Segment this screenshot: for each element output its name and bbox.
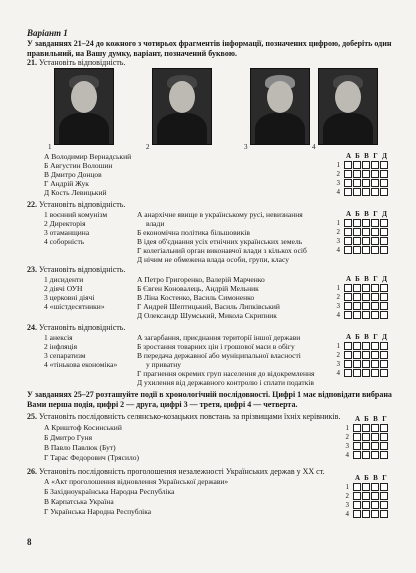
grid-row-number: 4 bbox=[345, 510, 349, 518]
answer-cell[interactable] bbox=[353, 188, 361, 196]
answer-cell[interactable] bbox=[353, 170, 361, 178]
answer-cell[interactable] bbox=[353, 483, 361, 491]
answer-cell[interactable] bbox=[380, 424, 388, 432]
grid-column-letter: Б bbox=[355, 333, 360, 341]
answer-cell[interactable] bbox=[344, 293, 352, 301]
grid-row-number: 2 bbox=[336, 351, 340, 359]
page-number: 8 bbox=[27, 537, 32, 547]
answer-cell[interactable] bbox=[344, 351, 352, 359]
answer-cell[interactable] bbox=[344, 342, 352, 350]
answer-grid-26 bbox=[343, 474, 395, 520]
grid-column-letter: Д bbox=[382, 333, 387, 341]
answer-cell[interactable] bbox=[362, 237, 370, 245]
answer-cell[interactable] bbox=[344, 188, 352, 196]
q23-left-item: 1 дисиденти bbox=[44, 275, 84, 284]
answer-cell[interactable] bbox=[380, 246, 388, 254]
answer-cell[interactable] bbox=[380, 237, 388, 245]
answer-cell[interactable] bbox=[362, 170, 370, 178]
grid-column-letter: В bbox=[373, 415, 378, 423]
q23-right-item: В Ліна Костенко, Василь Симоненко bbox=[137, 293, 255, 302]
grid-row-number: 2 bbox=[345, 433, 349, 441]
answer-cell[interactable] bbox=[362, 510, 370, 518]
answer-cell[interactable] bbox=[353, 442, 361, 450]
photo-number-3: 3 bbox=[244, 143, 248, 151]
grid-row-number: 4 bbox=[345, 451, 349, 459]
grid-row-number: 1 bbox=[336, 161, 340, 169]
answer-cell[interactable] bbox=[344, 237, 352, 245]
answer-cell[interactable] bbox=[371, 293, 379, 301]
grid-row-number: 2 bbox=[336, 228, 340, 236]
answer-cell[interactable] bbox=[371, 237, 379, 245]
grid-row-number: 2 bbox=[345, 492, 349, 500]
q25-option: В Павло Павлюк (Бут) bbox=[44, 443, 116, 452]
answer-cell[interactable] bbox=[353, 302, 361, 310]
q22-left-item: 3 отаманщина bbox=[44, 228, 90, 237]
grid-column-letter: А bbox=[354, 474, 361, 482]
q23-right-item: Г Андрей Шептицький, Василь Липківський bbox=[137, 302, 280, 311]
answer-cell[interactable] bbox=[362, 161, 370, 169]
grid-column-letter: Б bbox=[364, 415, 369, 423]
answer-cell[interactable] bbox=[362, 284, 370, 292]
answer-cell[interactable] bbox=[380, 284, 388, 292]
q22-right-item: Б економічна політика більшовиків bbox=[137, 228, 250, 237]
grid-column-letter: Д bbox=[382, 275, 387, 283]
grid-column-letter: Д bbox=[382, 210, 387, 218]
q22-left-item: 2 Директорія bbox=[44, 219, 86, 228]
answer-cell[interactable] bbox=[362, 501, 370, 509]
grid-column-letter: В bbox=[364, 333, 369, 341]
grid-column-letter: Д bbox=[382, 152, 387, 160]
q21-option: Б Августин Волошин bbox=[44, 161, 113, 170]
answer-cell[interactable] bbox=[380, 483, 388, 491]
answer-cell[interactable] bbox=[353, 424, 361, 432]
grid-column-letter: А bbox=[345, 152, 352, 160]
q22-left-item: 1 воєнний комунізм bbox=[44, 210, 108, 219]
grid-row-number: 4 bbox=[336, 188, 340, 196]
grid-column-letter: Б bbox=[355, 210, 360, 218]
answer-cell[interactable] bbox=[362, 492, 370, 500]
answer-grid-23 bbox=[334, 275, 394, 321]
answer-cell[interactable] bbox=[353, 284, 361, 292]
answer-cell[interactable] bbox=[371, 228, 379, 236]
grid-row-number: 1 bbox=[345, 483, 349, 491]
answer-cell[interactable] bbox=[353, 311, 361, 319]
q24-left-item: 1 анексія bbox=[44, 333, 73, 342]
grid-row-number: 1 bbox=[336, 219, 340, 227]
q26-option: В Карпатська Україна bbox=[44, 497, 114, 506]
answer-cell[interactable] bbox=[362, 311, 370, 319]
question-21-title: 21. Установіть відповідність. bbox=[27, 58, 126, 67]
answer-cell[interactable] bbox=[371, 369, 379, 377]
answer-cell[interactable] bbox=[371, 179, 379, 187]
grid-row-number: 3 bbox=[336, 302, 340, 310]
grid-row-number: 3 bbox=[336, 179, 340, 187]
answer-cell[interactable] bbox=[353, 161, 361, 169]
answer-cell[interactable] bbox=[353, 510, 361, 518]
grid-row-number: 4 bbox=[336, 311, 340, 319]
answer-cell[interactable] bbox=[353, 342, 361, 350]
answer-cell[interactable] bbox=[362, 342, 370, 350]
answer-cell[interactable] bbox=[380, 311, 388, 319]
answer-cell[interactable] bbox=[353, 501, 361, 509]
portrait-photo-3 bbox=[250, 68, 310, 145]
answer-cell[interactable] bbox=[380, 433, 388, 441]
answer-cell[interactable] bbox=[380, 451, 388, 459]
answer-cell[interactable] bbox=[353, 360, 361, 368]
answer-grid-25 bbox=[343, 415, 395, 461]
q25-option: Г Тарас Федорович (Трясило) bbox=[44, 453, 139, 462]
answer-cell[interactable] bbox=[362, 188, 370, 196]
answer-cell[interactable] bbox=[344, 360, 352, 368]
section-intro-21-24: У завданнях 21–24 до кожного з чотирьох фрагментів інформації, позначених цифрою, доберіть один правильний, на Вашу думку, варіант, позначений буквою. bbox=[27, 39, 392, 58]
grid-row-number: 2 bbox=[336, 293, 340, 301]
answer-cell[interactable] bbox=[371, 170, 379, 178]
q22-right-item: Д нічим не обмежена влада особи, групи, класу bbox=[137, 255, 289, 264]
section-intro-25-27: У завданнях 25–27 розташуйте події в хронологічній послідовності. Цифрі 1 має відповідати вибрана Вами перша подія, цифрі 2 — друга, цифрі 3 — третя, цифрі 4 — четверта. bbox=[27, 390, 392, 409]
question-25-title: 25. Установіть послідовність селянсько-козацьких повстань за прізвищами їхніх керівників. bbox=[27, 412, 341, 421]
answer-cell[interactable] bbox=[344, 284, 352, 292]
answer-cell[interactable] bbox=[362, 351, 370, 359]
answer-cell[interactable] bbox=[344, 228, 352, 236]
grid-column-letter: Б bbox=[355, 275, 360, 283]
question-24-title: 24. Установіть відповідність. bbox=[27, 323, 126, 332]
q26-option: Б Західноукраїнська Народна Республіка bbox=[44, 487, 175, 496]
answer-cell[interactable] bbox=[353, 293, 361, 301]
grid-column-letter: А bbox=[345, 275, 352, 283]
answer-cell[interactable] bbox=[353, 451, 361, 459]
q26-option: Г Українська Народна Республіка bbox=[44, 507, 152, 516]
grid-column-letter: В bbox=[373, 474, 378, 482]
grid-column-letter: В bbox=[364, 275, 369, 283]
answer-cell[interactable] bbox=[371, 483, 379, 491]
answer-cell[interactable] bbox=[371, 501, 379, 509]
answer-cell[interactable] bbox=[371, 311, 379, 319]
q21-option: Г Андрій Жук bbox=[44, 179, 89, 188]
answer-cell[interactable] bbox=[371, 246, 379, 254]
answer-cell[interactable] bbox=[362, 451, 370, 459]
answer-cell[interactable] bbox=[353, 369, 361, 377]
answer-cell[interactable] bbox=[362, 424, 370, 432]
answer-cell[interactable] bbox=[353, 237, 361, 245]
answer-cell[interactable] bbox=[353, 246, 361, 254]
answer-cell[interactable] bbox=[371, 424, 379, 432]
q23-left-item: 4 «шістдесятники» bbox=[44, 302, 105, 311]
answer-cell[interactable] bbox=[362, 302, 370, 310]
q25-option: Б Дмитро Гуня bbox=[44, 433, 93, 442]
grid-column-letter: Б bbox=[355, 152, 360, 160]
answer-cell[interactable] bbox=[362, 179, 370, 187]
grid-column-letter: Г bbox=[382, 415, 387, 423]
answer-cell[interactable] bbox=[344, 369, 352, 377]
q24-left-item: 4 «тінькова економіка» bbox=[44, 360, 118, 369]
answer-cell[interactable] bbox=[362, 360, 370, 368]
answer-cell[interactable] bbox=[353, 228, 361, 236]
answer-cell[interactable] bbox=[380, 293, 388, 301]
q25-option: А Криштоф Косинський bbox=[44, 423, 122, 432]
answer-cell[interactable] bbox=[353, 492, 361, 500]
answer-grid-24 bbox=[334, 333, 394, 379]
q22-right-item: В ідея об'єднання усіх етнічних українських земель bbox=[137, 237, 303, 246]
answer-cell[interactable] bbox=[371, 433, 379, 441]
photo-number-2: 2 bbox=[146, 143, 150, 151]
answer-cell[interactable] bbox=[344, 161, 352, 169]
grid-column-letter: Б bbox=[364, 474, 369, 482]
q23-left-item: 2 діячі ОУН bbox=[44, 284, 83, 293]
q24-right-item: у приватну bbox=[146, 360, 182, 369]
answer-cell[interactable] bbox=[371, 219, 379, 227]
answer-cell[interactable] bbox=[380, 510, 388, 518]
grid-row-number: 3 bbox=[336, 237, 340, 245]
answer-cell[interactable] bbox=[353, 351, 361, 359]
portrait-photo-4 bbox=[318, 68, 378, 145]
answer-cell[interactable] bbox=[344, 246, 352, 254]
question-23-title: 23. Установіть відповідність. bbox=[27, 265, 126, 274]
grid-column-letter: А bbox=[345, 210, 352, 218]
answer-cell[interactable] bbox=[362, 228, 370, 236]
answer-cell[interactable] bbox=[380, 501, 388, 509]
question-26-title: 26. Установіть послідовність проголошення незалежності Українських держав у XX ст. bbox=[27, 467, 325, 476]
grid-row-number: 1 bbox=[336, 342, 340, 350]
answer-cell[interactable] bbox=[344, 219, 352, 227]
answer-cell[interactable] bbox=[353, 219, 361, 227]
q22-left-item: 4 соборність bbox=[44, 237, 85, 246]
grid-row-number: 3 bbox=[345, 442, 349, 450]
answer-cell[interactable] bbox=[371, 360, 379, 368]
grid-column-letter: В bbox=[364, 152, 369, 160]
portrait-photo-2 bbox=[152, 68, 212, 145]
q21-option: В Дмитро Донцов bbox=[44, 170, 102, 179]
answer-cell[interactable] bbox=[380, 442, 388, 450]
answer-cell[interactable] bbox=[344, 170, 352, 178]
photo-number-1: 1 bbox=[48, 143, 52, 151]
answer-cell[interactable] bbox=[353, 433, 361, 441]
answer-cell[interactable] bbox=[362, 433, 370, 441]
portrait-photo-1 bbox=[54, 68, 114, 145]
answer-cell[interactable] bbox=[380, 170, 388, 178]
grid-column-letter: Г bbox=[373, 275, 378, 283]
grid-column-letter: В bbox=[364, 210, 369, 218]
grid-column-letter: А bbox=[345, 333, 352, 341]
question-22-title: 22. Установіть відповідність. bbox=[27, 200, 126, 209]
q23-right-item: Б Євген Коновалець, Андрій Мельник bbox=[137, 284, 259, 293]
answer-cell[interactable] bbox=[371, 442, 379, 450]
grid-row-number: 4 bbox=[336, 246, 340, 254]
answer-cell[interactable] bbox=[380, 302, 388, 310]
answer-cell[interactable] bbox=[380, 188, 388, 196]
answer-cell[interactable] bbox=[380, 161, 388, 169]
answer-cell[interactable] bbox=[380, 228, 388, 236]
grid-row-number: 4 bbox=[336, 369, 340, 377]
answer-cell[interactable] bbox=[371, 161, 379, 169]
grid-row-number: 3 bbox=[336, 360, 340, 368]
grid-row-number: 1 bbox=[345, 424, 349, 432]
answer-cell[interactable] bbox=[380, 351, 388, 359]
answer-grid-21 bbox=[334, 152, 394, 198]
q24-left-item: 3 сепаратизм bbox=[44, 351, 86, 360]
grid-column-letter: А bbox=[354, 415, 361, 423]
q23-right-item: А Петро Григоренко, Валерій Марченко bbox=[137, 275, 265, 284]
photo-number-4: 4 bbox=[312, 143, 316, 151]
answer-cell[interactable] bbox=[344, 302, 352, 310]
answer-cell[interactable] bbox=[362, 246, 370, 254]
q22-right-item: Г колегіальний орган виконавчої влади з кількох осіб bbox=[137, 246, 307, 255]
answer-cell[interactable] bbox=[371, 302, 379, 310]
q21-option: Д Кость Левицький bbox=[44, 188, 107, 197]
answer-cell[interactable] bbox=[380, 360, 388, 368]
q26-option: А «Акт проголошення відновлення Української держави» bbox=[44, 477, 229, 486]
answer-cell[interactable] bbox=[371, 351, 379, 359]
q21-option: А Володимир Вернадський bbox=[44, 152, 132, 161]
answer-cell[interactable] bbox=[371, 342, 379, 350]
q24-left-item: 2 інфляція bbox=[44, 342, 78, 351]
answer-cell[interactable] bbox=[362, 369, 370, 377]
answer-cell[interactable] bbox=[371, 188, 379, 196]
grid-column-letter: Г bbox=[373, 152, 378, 160]
answer-cell[interactable] bbox=[344, 311, 352, 319]
grid-column-letter: Г bbox=[373, 210, 378, 218]
grid-row-number: 3 bbox=[345, 501, 349, 509]
answer-cell[interactable] bbox=[380, 219, 388, 227]
answer-cell[interactable] bbox=[371, 284, 379, 292]
q22-right-item: А анархічне явище в українському русі, невизнання bbox=[137, 210, 303, 219]
answer-cell[interactable] bbox=[353, 179, 361, 187]
q23-right-item: Д Олександр Шумський, Микола Скрипник bbox=[137, 311, 277, 320]
answer-cell[interactable] bbox=[362, 293, 370, 301]
q24-right-item: В передача державної або муніципальної власності bbox=[137, 351, 301, 360]
grid-column-letter: Г bbox=[382, 474, 387, 482]
answer-cell[interactable] bbox=[362, 483, 370, 491]
grid-row-number: 1 bbox=[336, 284, 340, 292]
q22-right-item: влади bbox=[146, 219, 165, 228]
answer-cell[interactable] bbox=[362, 442, 370, 450]
answer-cell[interactable] bbox=[380, 369, 388, 377]
answer-cell[interactable] bbox=[371, 492, 379, 500]
q24-right-item: А загарбання, приєднання території іншої держави bbox=[137, 333, 301, 342]
answer-cell[interactable] bbox=[371, 510, 379, 518]
answer-cell[interactable] bbox=[380, 492, 388, 500]
answer-cell[interactable] bbox=[380, 342, 388, 350]
answer-cell[interactable] bbox=[380, 179, 388, 187]
q23-left-item: 3 церковні діячі bbox=[44, 293, 95, 302]
answer-grid-22 bbox=[334, 210, 394, 256]
q24-right-item: Г прагнення окремих груп населення до відокремлення bbox=[137, 369, 315, 378]
q24-right-item: Б зростання товарних цін і грошової маси в обігу bbox=[137, 342, 295, 351]
grid-row-number: 2 bbox=[336, 170, 340, 178]
grid-column-letter: Г bbox=[373, 333, 378, 341]
answer-cell[interactable] bbox=[371, 451, 379, 459]
answer-cell[interactable] bbox=[344, 179, 352, 187]
q24-right-item: Д ухилення від державного контролю і сплати податків bbox=[137, 378, 314, 387]
answer-cell[interactable] bbox=[362, 219, 370, 227]
variant-title: Варіант 1 bbox=[27, 28, 68, 38]
